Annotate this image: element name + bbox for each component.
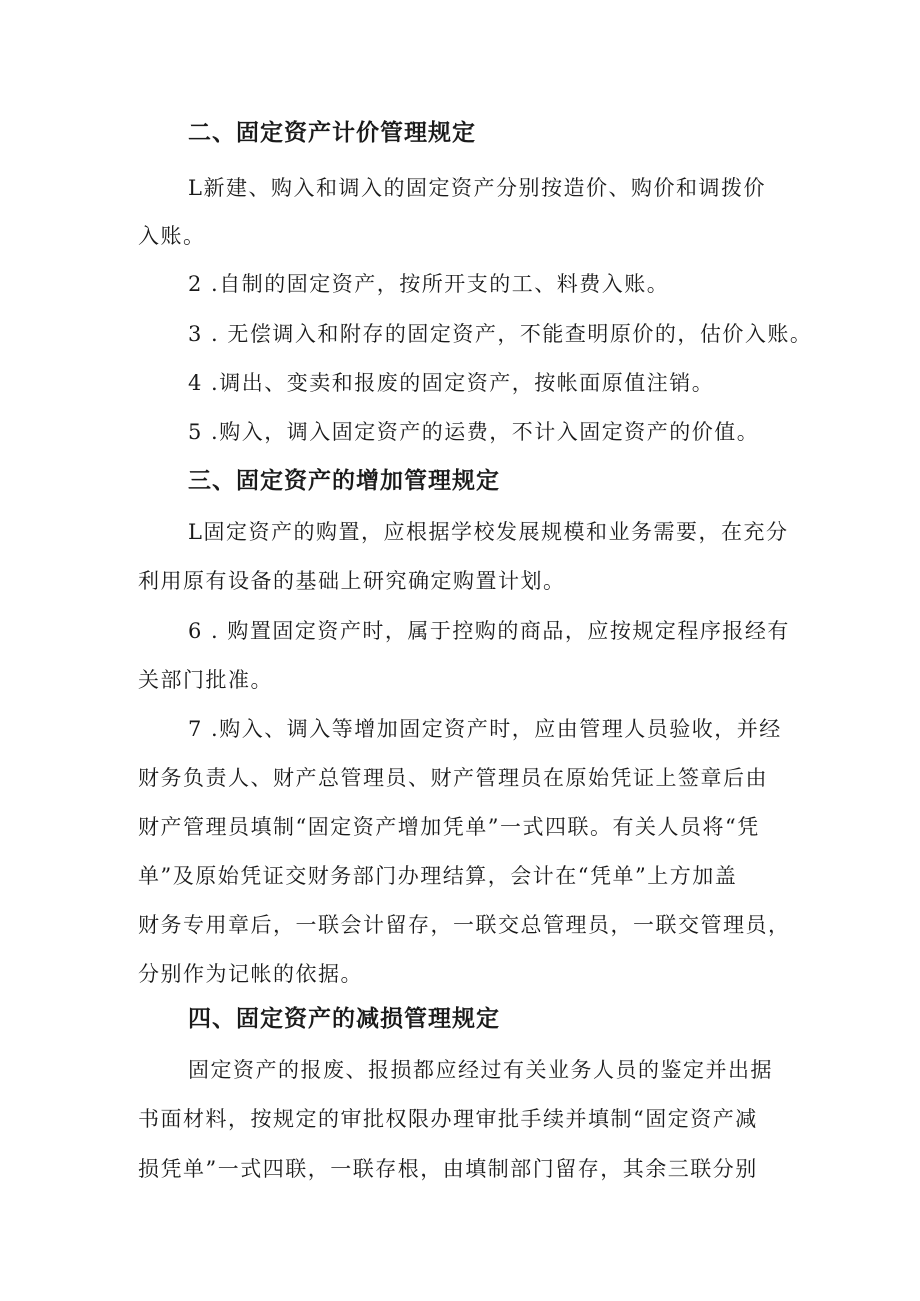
paragraph-line: 关部门批准。	[138, 668, 273, 692]
section-heading-decrease: 四、固定资产的减损管理规定	[188, 1006, 500, 1032]
paragraph-line: 6 . 购置固定资产时，属于控购的商品，应按规定程序报经有	[188, 619, 790, 643]
paragraph-line: 财务负责人、财产总管理员、财产管理员在原始凭证上签章后由	[138, 766, 768, 790]
section-heading-increase: 三、固定资产的增加管理规定	[188, 468, 500, 494]
paragraph-line: 3 . 无偿调入和附存的固定资产，不能查明原价的，估价入账。	[188, 322, 813, 346]
paragraph-line: 书面材料，按规定的审批权限办理审批手续并填制“固定资产减	[138, 1107, 758, 1131]
paragraph-line: 利用原有设备的基础上研究确定购置计划。	[138, 569, 566, 593]
paragraph-line: L固定资产的购置，应根据学校发展规模和业务需要，在充分	[188, 520, 789, 544]
paragraph-line: 4 .调出、变卖和报废的固定资产，按帐面原值注销。	[188, 371, 715, 395]
paragraph-line: 单”及原始凭证交财务部门办理结算，会计在“凭单”上方加盖	[138, 864, 738, 888]
paragraph-line: 分别作为记帐的依据。	[138, 962, 363, 986]
paragraph-line: 固定资产的报废、报损都应经过有关业务人员的鉴定并出据	[188, 1058, 773, 1082]
paragraph-line: L新建、购入和调入的固定资产分别按造价、购价和调拨价	[188, 176, 766, 200]
section-heading-valuation: 二、固定资产计价管理规定	[188, 120, 476, 146]
paragraph-line: 7 .购入、调入等增加固定资产时，应由管理人员验收，并经	[188, 717, 782, 741]
paragraph-line: 财务专用章后，一联会计留存，一联交总管理员，一联交管理员，	[138, 913, 791, 937]
paragraph-line: 5 .购入，调入固定资产的运费，不计入固定资产的价值。	[188, 420, 760, 444]
paragraph-line: 2 .自制的固定资产，按所开支的工、料费入账。	[188, 272, 670, 296]
paragraph-line: 入账。	[138, 224, 206, 248]
paragraph-line: 财产管理员填制“固定资产增加凭单”一式四联。有关人员将“凭	[138, 815, 760, 839]
paragraph-line: 损凭单”一式四联，一联存根，由填制部门留存，其余三联分别	[138, 1157, 758, 1181]
